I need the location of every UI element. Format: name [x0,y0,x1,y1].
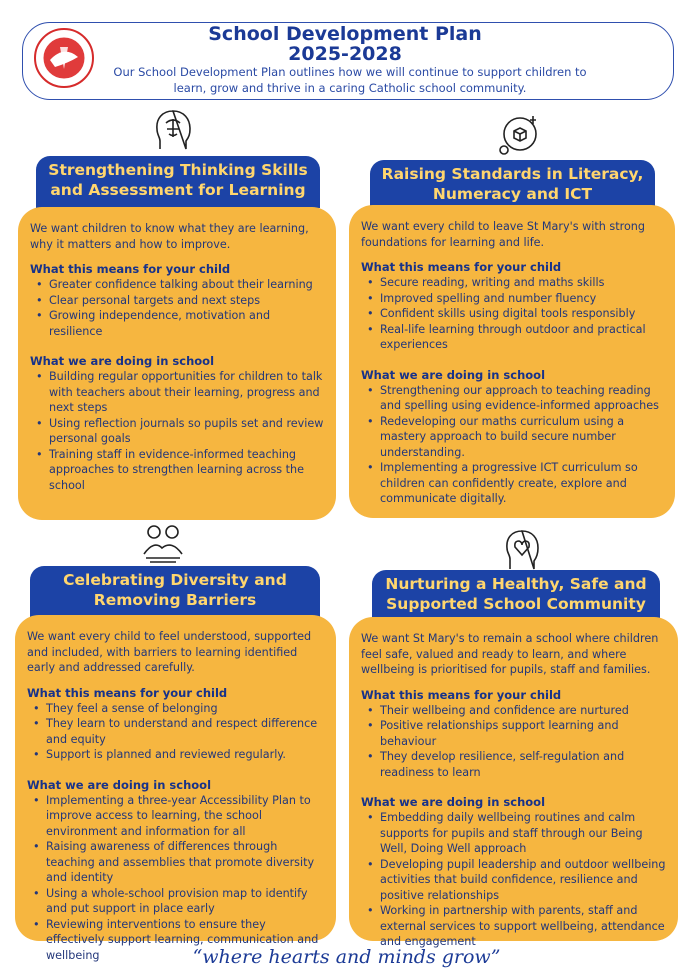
people-group-icon [140,522,186,566]
list-item: • Growing independence, motivation and resilience [30,308,324,339]
section-subheading: What we are doing in school [27,777,212,792]
list-item: • Building regular opportunities for children to talk with teachers about their learning, progress and next steps [30,369,324,416]
section-subheading: What this means for your child [27,685,228,700]
list-item: • Implementing a three-year Accessibility Plan to improve access to learning, the school environment and information for all [27,793,324,840]
section-banner-wellbeing: Nurturing a Healthy, Safe and Supported School Community [372,570,660,620]
section-card-wellbeing [349,617,678,948]
list-item: • Working in partnership with parents, staff and external services to support wellbeing, attendance and engagement [361,903,666,950]
section-subheading: What this means for your child [361,260,562,274]
list-item: • Reviewing interventions to ensure they effectively support learning, communication and wellbeing [27,917,324,964]
list-item: • Redeveloping our maths curriculum using a mastery approach to build secure number understanding. [361,414,663,461]
section-intro: We want children to know what they are learning, why it matters and how to improve. [30,222,309,251]
section-card-thinking [18,207,336,520]
list-item: • Secure reading, writing and maths skills [361,275,663,291]
section-intro: We want St Mary's to remain a school where children feel safe, valued and ready to learn, and where wellbeing is prioritised for pupils, staff and families. [361,632,659,676]
list-item: • Confident skills using digital tools responsibly [361,306,663,322]
list-item: • They feel a sense of belonging [27,701,324,717]
list-item: • Clear personal targets and next steps [30,293,324,309]
list-item: • Their wellbeing and confidence are nurtured [361,703,666,719]
head-heart-icon [500,527,544,571]
page-title: School Development Plan 2025-2028 [208,23,482,65]
list-item: • They develop resilience, self-regulation and readiness to learn [361,749,666,780]
list-item: • Improved spelling and number fluency [361,291,663,307]
section-card-diversity [15,615,336,962]
list-item: • They learn to understand and respect difference and equity [27,716,324,747]
list-item: • Embedding daily wellbeing routines and calm supports for pupils and staff through our Being Well, Doing Well approach [361,810,666,857]
list-item: • Support is planned and reviewed regularly. [27,747,324,763]
list-item: • Using reflection journals so pupils set and review personal goals [30,416,324,447]
section-subheading: What we are doing in school [361,367,546,382]
list-item: • Raising awareness of differences through teaching and assemblies that promote diversity and identity [27,839,324,886]
list-item: • Greater confidence talking about their learning [30,277,324,293]
list-item: • Training staff in evidence-informed teaching approaches to strengthen learning across the school [30,447,324,494]
section-intro: We want every child to leave St Mary's with strong foundations for learning and life. [361,220,645,249]
section-subheading: What we are doing in school [30,354,215,368]
list-item: • Implementing a progressive ICT curriculum so children can confidently create, explore and communicate digitally. [361,460,663,507]
section-banner-thinking: Strengthening Thinking Skills and Assessment for Learning [36,156,320,208]
section-card-literacy [349,205,675,518]
gears-lightbulb-icon [496,110,544,158]
section-intro: We want every child to feel understood, supported and included, with barriers to learning identified early and addressed carefully. [27,630,312,674]
section-subheading: What this means for your child [361,687,562,702]
section-subheading: What we are doing in school [361,795,546,809]
section-banner-diversity: Celebrating Diversity and Removing Barriers [30,566,320,618]
list-item: • Positive relationships support learning and behaviour [361,718,666,749]
school-tagline: “where hearts and minds grow” [192,946,501,968]
list-item: • Real-life learning through outdoor and practical experiences [361,322,663,353]
head-brain-icon [150,107,196,153]
section-subheading: What this means for your child [30,262,231,276]
school-logo [33,27,95,89]
intro-text: Our School Development Plan outlines how we will continue to support children to learn, grow and thrive in a caring Catholic school community. [113,65,587,95]
list-item: • Using a whole-school provision map to identify and put support in place early [27,886,324,917]
section-banner-literacy: Raising Standards in Literacy, Numeracy and ICT [370,160,655,206]
list-item: • Developing pupil leadership and outdoor wellbeing activities that build confidence, resilience and positive relationships [361,857,666,904]
list-item: • Strengthening our approach to teaching reading and spelling using evidence-informed approaches [361,383,663,414]
